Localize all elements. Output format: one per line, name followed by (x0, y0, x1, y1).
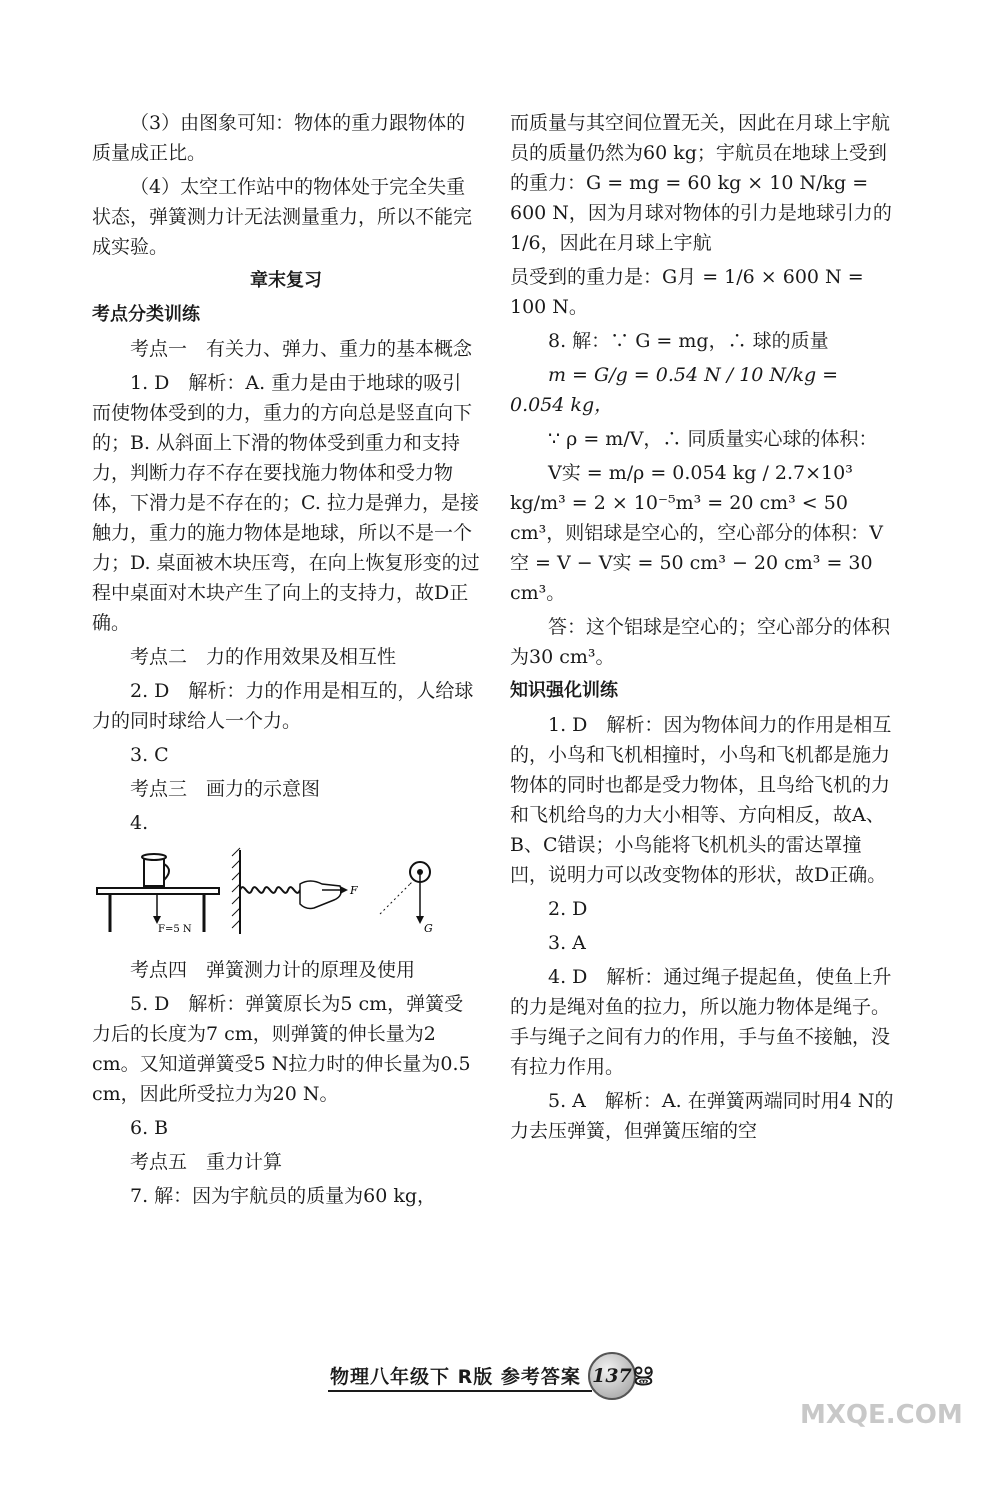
answer-6: 6. B (130, 1117, 169, 1139)
answer-2: 2. D 解析：力的作用是相互的，人给球力的同时球给人一个力。 (92, 680, 474, 732)
answer-1: 1. D 解析：A. 重力是由于地球的吸引而使物体受到的力，重力的方向总是竖直向下的；B. 从斜面上下滑的物体受到重力和支持力，判断力存不存在要找施力物体和受力物体，下滑力是不存在的；C. 拉力是弹力，是接触力，重力的施力物体是地球，所以不是一个力；D. 桌面被木块压弯，在向上恢复形变的过程中桌面对木块产生了向上的支持力，故D正确。 (92, 372, 480, 634)
answer-8-line-4: V实 = m/ρ = 0.054 kg / 2.7×10³ kg/m³ = 2 × 10⁻⁵m³ = 20 cm³ < 50 cm³，则铝球是空心的，空心部分的体积：V空 = V − V实 = 50 cm³ − 20 cm³ = 30 cm³。 (510, 462, 883, 604)
force-label-g: G (424, 922, 433, 935)
kaodian-3: 考点三 画力的示意图 (130, 778, 321, 800)
force-label-f5: F=5 N (158, 924, 192, 935)
answer-3: 3. C (130, 744, 169, 766)
force-diagram-svg (92, 844, 480, 936)
drill-answer-3: 3. A (548, 932, 586, 954)
section-heading-1: 考点分类训练 (92, 304, 200, 325)
kaodian-1: 考点一 有关力、弹力、重力的基本概念 (130, 338, 473, 360)
answer-8-conclusion: 答：这个铝球是空心的；空心部分的体积为30 cm³。 (510, 616, 891, 668)
force-label-f: F (350, 884, 358, 897)
left-column (92, 108, 480, 1215)
pendulum-figure (380, 862, 433, 935)
force-diagram (92, 844, 480, 945)
answer-8-line-1: 8. 解：∵ G = mg，∴ 球的质量 (548, 330, 829, 352)
table-cup-figure (97, 854, 219, 935)
right-column (510, 108, 898, 1150)
page-footer (0, 1348, 1000, 1398)
footer-rule (328, 1390, 592, 1392)
paragraph-3: （3）由图象可知：物体的重力跟物体的质量成正比。 (92, 112, 466, 164)
drill-answer-4: 4. D 解析：通过绳子提起鱼，使鱼上升的力是绳对鱼的拉力，所以施力物体是绳子。手与绳子之间有力的作用，手与鱼不接触，没有拉力作用。 (510, 966, 892, 1078)
swirl-icon: ൠ (632, 1358, 653, 1386)
drill-answer-1: 1. D 解析：因为物体间力的作用是相互的，小鸟和飞机相撞时，小鸟和飞机都是施力物体的同时也都是受力物体，且鸟给飞机的力和飞机给鸟的力大小相等、方向相反，故A、B、C错误；小鸟能将飞机机头的雷达罩撞凹，说明力可以改变物体的形状，故D正确。 (510, 714, 892, 886)
paragraph-4: （4）太空工作站中的物体处于完全失重状态，弹簧测力计无法测量重力，所以不能完成实验。 (92, 176, 473, 258)
kaodian-2: 考点二 力的作用效果及相互性 (130, 646, 397, 668)
kaodian-4: 考点四 弹簧测力计的原理及使用 (130, 959, 416, 981)
answer-8-line-3: ∵ ρ = m/V，∴ 同质量实心球的体积： (548, 428, 878, 450)
spring-figure (232, 848, 358, 934)
drill-answer-2: 2. D (548, 898, 588, 920)
footer-title: 物理八年级下 R版 参考答案 (330, 1366, 581, 1388)
answer-8-line-2: m = G/g = 0.54 N / 10 N/kg = 0.054 kg， (510, 364, 839, 416)
section-heading-2: 知识强化训练 (510, 680, 618, 701)
kaodian-5: 考点五 重力计算 (130, 1151, 283, 1173)
page-number-badge: 137 (588, 1352, 636, 1400)
answer-7: 7. 解：因为宇航员的质量为60 kg， (130, 1185, 437, 1207)
answer-5: 5. D 解析：弹簧原长为5 cm，弹簧受力后的长度为7 cm，则弹簧的伸长量为2 cm。又知道弹簧受5 N拉力时的伸长量为0.5 cm，因此所受拉力为20 N。 (92, 993, 471, 1105)
chapter-title: 章末复习 (250, 270, 322, 291)
site-watermark: MXQE.COM (800, 1400, 963, 1430)
answer-7-continued-1: 而质量与其空间位置无关，因此在月球上宇航员的质量仍然为60 kg；宇航员在地球上受到的重力：G = mg = 60 kg × 10 N/kg = 600 N，因为月球对物体的引力是地球引力的1/6，因此在月球上宇航 (510, 112, 892, 254)
drill-answer-5: 5. A 解析：A. 在弹簧两端同时用4 N的力去压弹簧，但弹簧压缩的空 (510, 1090, 894, 1142)
answer-7-continued-2: 员受到的重力是：G月 = 1/6 × 600 N = 100 N。 (510, 266, 864, 318)
answer-4: 4. (130, 812, 149, 834)
